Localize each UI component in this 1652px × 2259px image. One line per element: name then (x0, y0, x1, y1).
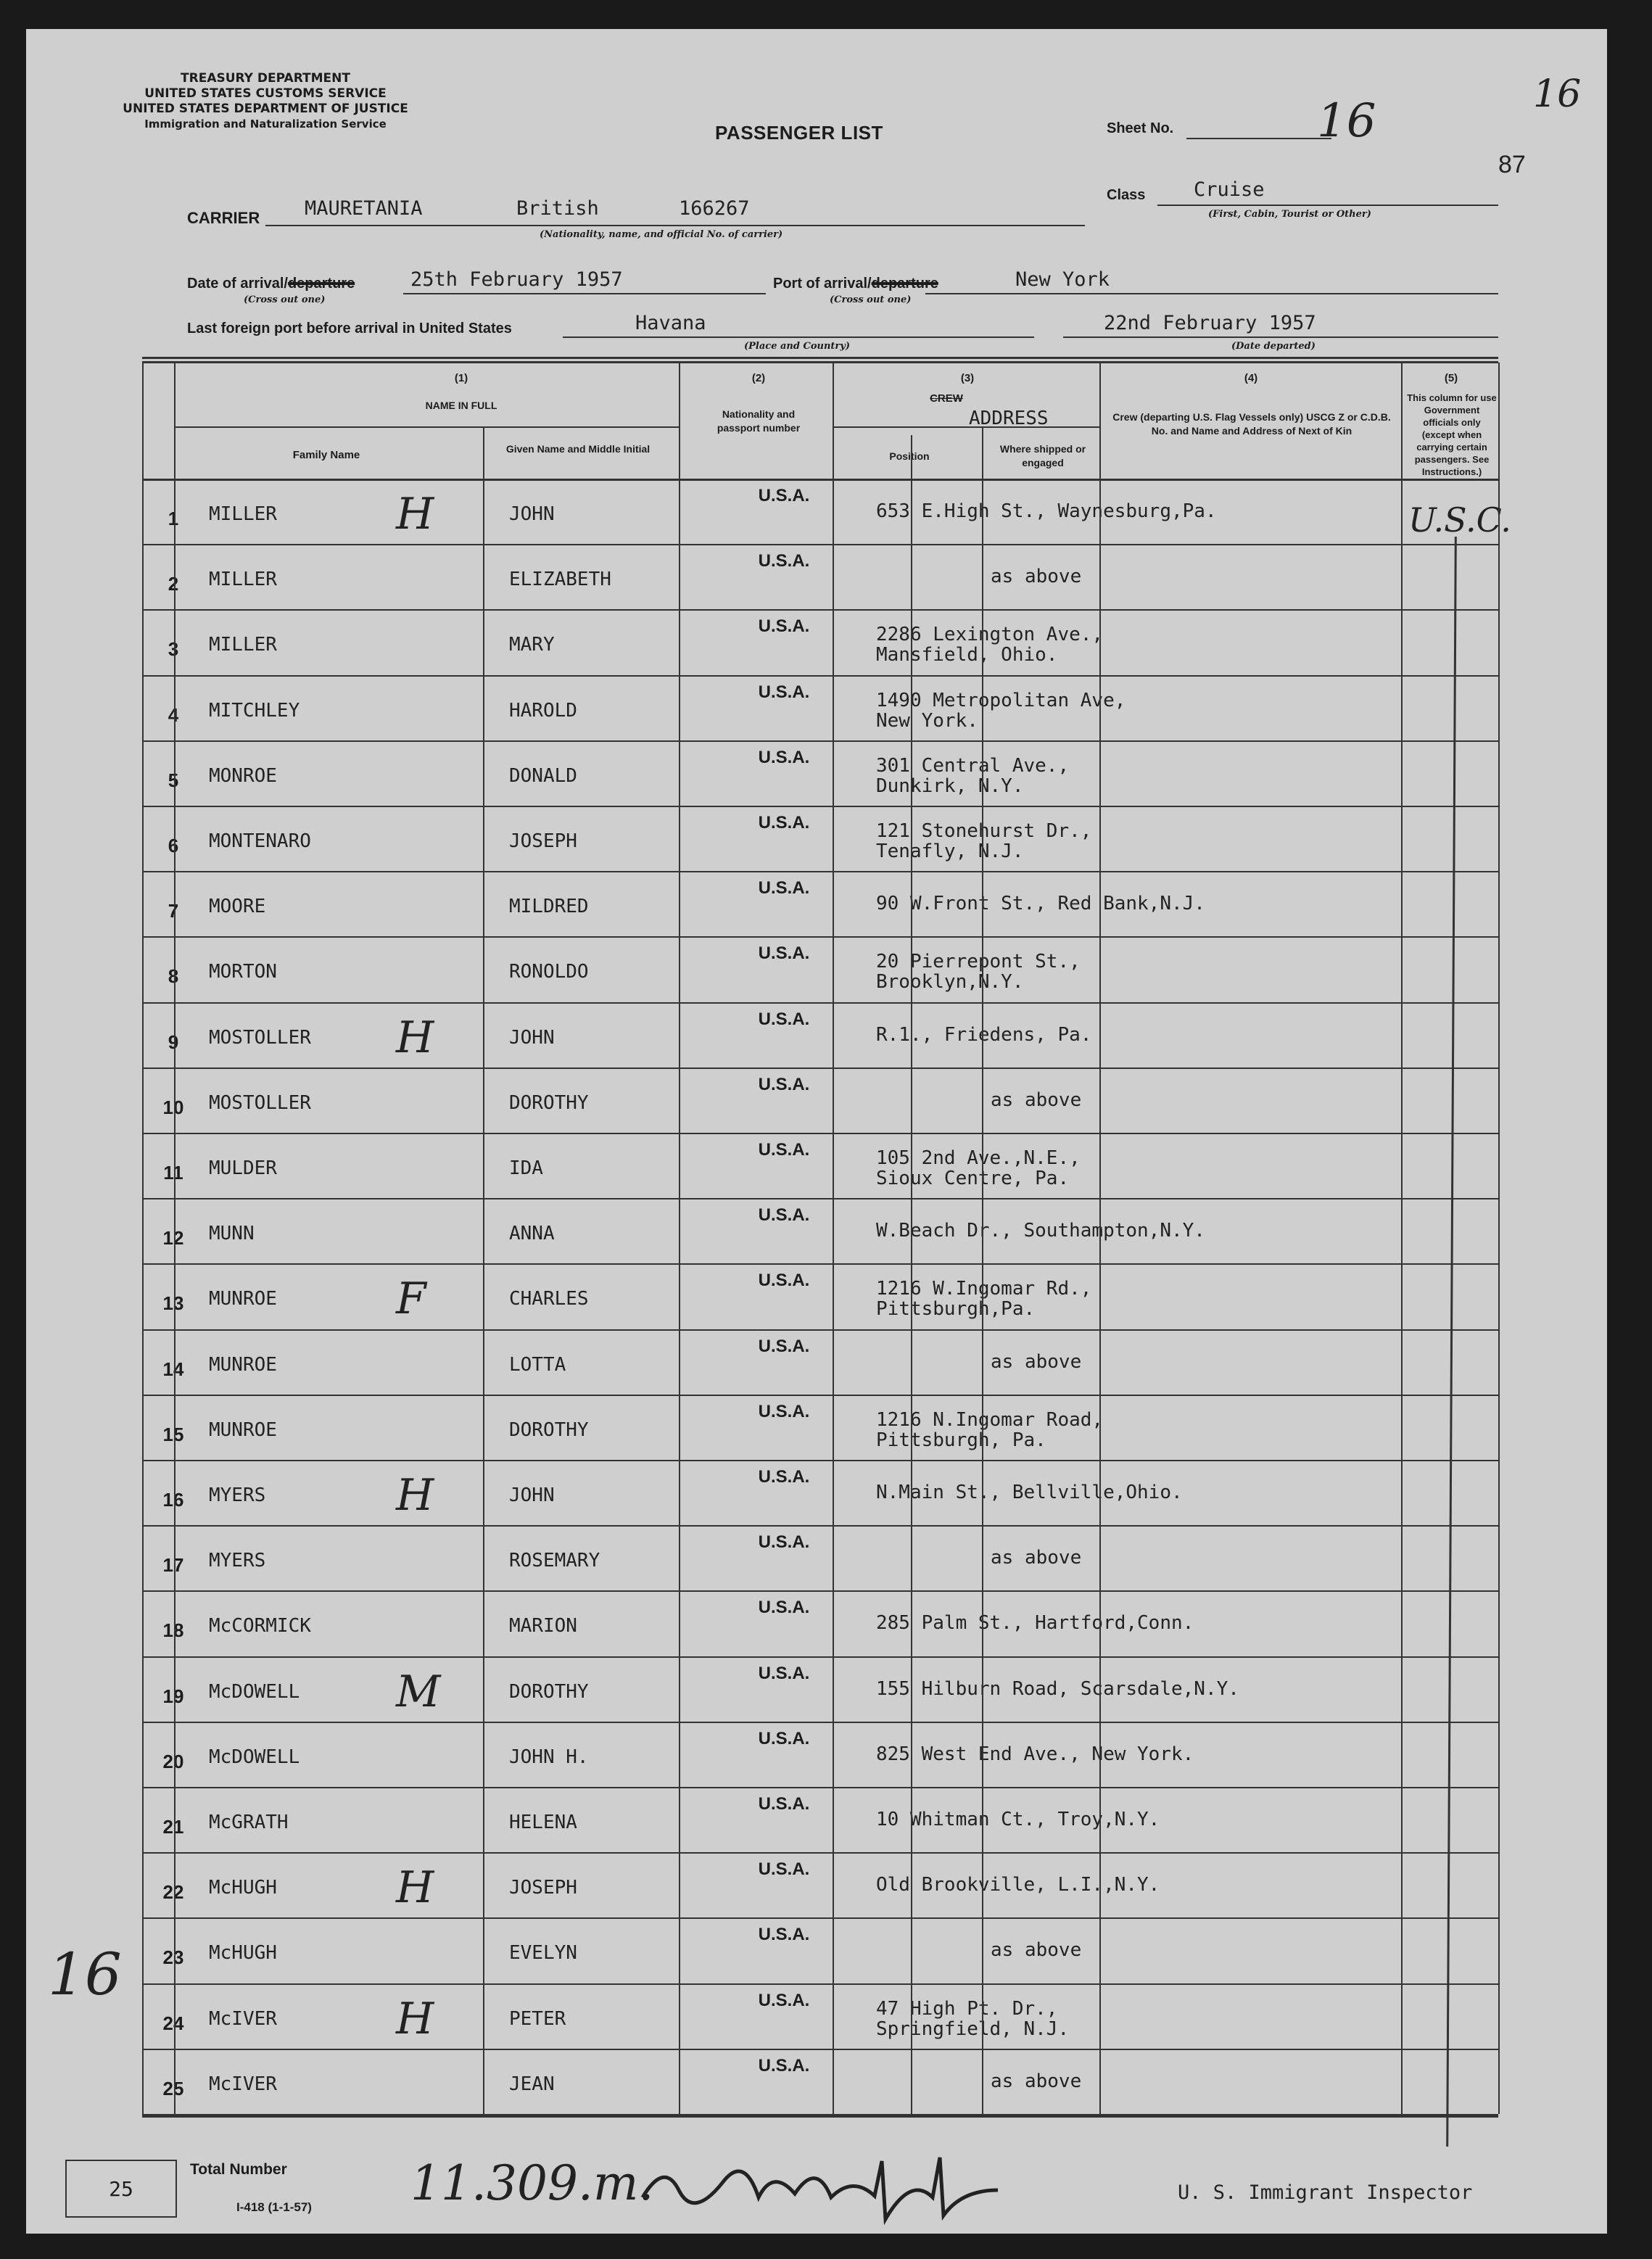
family-name: MYERS (209, 1550, 266, 1572)
family-name: MITCHLEY (209, 699, 300, 722)
inspector-signature-icon (635, 2147, 1012, 2226)
family-name: McIVER (209, 2007, 277, 2030)
family-name: MYERS (209, 1484, 266, 1506)
carrier-nationality: British (516, 197, 599, 220)
address-line-1: Old Brookville, L.I.,N.Y. (876, 1874, 1160, 1896)
given-name: DOROTHY (509, 1091, 589, 1114)
row-number: 21 (162, 1816, 184, 1838)
class-caption: (First, Cabin, Tourist or Other) (1208, 209, 1371, 220)
address-line-1: 825 West End Ave., New York. (876, 1743, 1194, 1765)
address-line-1: 10 Whitman Ct., Troy,N.Y. (876, 1809, 1160, 1830)
inspection-mark: H (396, 1993, 434, 2044)
address-line-1: 155 Hilburn Road, Scarsdale,N.Y. (876, 1677, 1239, 1700)
col1-family: Family Name (292, 449, 360, 461)
sheet-number: 16 (1317, 94, 1376, 148)
address-line-1: 47 High Pt. Dr., (876, 1997, 1058, 2020)
passenger-list-sheet (26, 29, 1607, 2234)
address-line-2: New York. (876, 709, 978, 732)
row-number: 11 (163, 1162, 183, 1184)
given-name: CHARLES (509, 1288, 589, 1310)
given-name: LOTTA (509, 1353, 566, 1376)
col3-position: Position (889, 450, 930, 462)
family-name: McDOWELL (209, 1746, 300, 1768)
nationality: U.S.A. (758, 1859, 810, 1880)
col5-num: (5) (1444, 372, 1458, 384)
nationality: U.S.A. (758, 1401, 810, 1421)
address-line-1: 285 Palm St., Hartford,Conn. (876, 1612, 1194, 1635)
family-name: MOSTOLLER (209, 1091, 311, 1114)
address-line-1: 1216 N.Ingomar Road, (876, 1408, 1104, 1431)
given-name: JOSEPH (509, 1877, 577, 1899)
nationality: U.S.A. (758, 878, 810, 899)
lastport-label: Last foreign port before arrival in United States (187, 321, 512, 336)
nationality: U.S.A. (758, 1271, 810, 1291)
row-number: 12 (162, 1227, 184, 1250)
nationality: U.S.A. (758, 1336, 810, 1356)
row-number: 7 (168, 900, 179, 922)
family-name: MILLER (209, 634, 277, 656)
given-name: RONOLDO (509, 961, 589, 983)
row-number: 6 (168, 835, 179, 856)
address-line-2: Springfield, N.J. (876, 2018, 1070, 2040)
row-number: 24 (162, 2012, 184, 2034)
address-line-1: 653 E.High St., Waynesburg,Pa. (876, 500, 1217, 522)
family-name: MUNROE (209, 1418, 277, 1441)
family-name: MUNROE (209, 1353, 277, 1376)
nationality: U.S.A. (758, 1467, 810, 1487)
row-number: 5 (168, 769, 179, 791)
col3-num: (3) (960, 372, 975, 384)
family-name: MUNN (209, 1223, 255, 1245)
page-title: PASSENGER LIST (715, 122, 883, 144)
row-number: 17 (162, 1554, 184, 1577)
address-line-2: Mansfield, Ohio. (876, 644, 1058, 666)
family-name: McDOWELL (209, 1680, 300, 1703)
carrier-caption: (Nationality, name, and official No. of carrier) (540, 229, 783, 240)
class-label: Class (1107, 187, 1146, 203)
nationality: U.S.A. (758, 943, 810, 964)
nationality: U.S.A. (758, 616, 810, 637)
address-line-1: as above (991, 1547, 1082, 1569)
given-name: PETER (509, 2007, 566, 2030)
dept-line-1: TREASURY DEPARTMENT (181, 71, 350, 86)
col1-given: Given Name and Middle Initial (505, 443, 651, 455)
row-number: 9 (168, 1031, 179, 1053)
arrival-date: 25th February 1957 (410, 268, 623, 291)
given-name: MARION (509, 1615, 577, 1638)
family-name: MORTON (209, 961, 277, 983)
family-name: MOORE (209, 896, 266, 918)
address-line-1: 2286 Lexington Ave., (876, 624, 1104, 646)
departed-value: 22nd February 1957 (1104, 312, 1316, 334)
given-name: JOHN H. (509, 1746, 589, 1768)
row-number: 20 (162, 1750, 184, 1772)
address-line-1: 90 W.Front St., Red Bank,N.J. (876, 893, 1205, 915)
nationality: U.S.A. (758, 813, 810, 833)
given-name: JOHN (509, 1484, 555, 1506)
row-number: 3 (168, 638, 179, 661)
row-number: 22 (162, 1881, 184, 1904)
family-name: McGRATH (209, 1812, 289, 1833)
given-name: EVELYN (509, 1942, 577, 1965)
corner-number: 16 (1533, 73, 1582, 116)
address-line-1: as above (991, 1939, 1082, 1962)
nationality: U.S.A. (758, 1205, 810, 1226)
given-name: JOHN (509, 503, 555, 525)
address-line-1: 1216 W.Ingomar Rd., (876, 1278, 1092, 1300)
given-name: ANNA (509, 1223, 555, 1245)
address-line-1: as above (991, 1350, 1082, 1373)
row-number: 15 (162, 1423, 184, 1445)
arrival-label: Date of arrival/departure (187, 276, 355, 292)
given-name: DOROTHY (509, 1418, 589, 1441)
handwritten-note: 11.309.m. (410, 2155, 654, 2211)
port-struck: departure (871, 276, 938, 292)
address-line-1: as above (991, 2070, 1082, 2092)
row-number: 13 (162, 1292, 184, 1315)
row-number: 23 (162, 1946, 184, 1969)
nationality: U.S.A. (758, 1663, 810, 1683)
nationality: U.S.A. (758, 1598, 810, 1618)
family-name: McCORMICK (209, 1615, 311, 1638)
arrival-caption: (Cross out one) (244, 294, 326, 305)
col3-struck: CREW (930, 392, 963, 405)
departed-caption: (Date departed) (1231, 341, 1316, 352)
arrival-struck: departure (287, 276, 355, 292)
inspection-mark: H (396, 1862, 434, 1914)
nationality: U.S.A. (758, 1074, 810, 1094)
family-name: McHUGH (209, 1942, 277, 1965)
inspection-mark: H (396, 1470, 434, 1521)
given-name: DONALD (509, 764, 577, 787)
nationality: U.S.A. (758, 1140, 810, 1160)
row-number: 25 (162, 2077, 184, 2099)
family-name: MILLER (209, 569, 277, 591)
carrier-number: 166267 (679, 197, 750, 220)
given-name: JOHN (509, 1026, 555, 1049)
lastport-caption: (Place and Country) (744, 341, 850, 352)
inspection-mark: H (396, 1012, 434, 1063)
address-line-1: as above (991, 566, 1082, 588)
dept-line-2: UNITED STATES CUSTOMS SERVICE (144, 86, 387, 101)
department-header (77, 71, 454, 132)
address-line-1: as above (991, 1089, 1082, 1111)
given-name: JOSEPH (509, 830, 577, 852)
form-number: I-418 (1-1-57) (236, 2200, 312, 2214)
row-number: 16 (162, 1489, 184, 1511)
inspection-mark: F (396, 1273, 426, 1325)
lastport-value: Havana (635, 312, 706, 334)
col2-num: (2) (751, 372, 766, 384)
address-line-2: Dunkirk, N.Y. (876, 775, 1024, 797)
given-name: IDA (509, 1157, 543, 1179)
family-name: MONTENARO (209, 830, 311, 852)
class-value: Cruise (1194, 178, 1265, 201)
col1-title: NAME IN FULL (425, 400, 497, 411)
given-name: HELENA (509, 1812, 577, 1833)
row-number: 19 (162, 1685, 184, 1707)
row-number: 8 (168, 965, 179, 988)
address-line-2: Pittsburgh,Pa. (876, 1298, 1036, 1321)
dept-sub: Immigration and Naturalization Service (144, 117, 387, 131)
col4-title: Crew (departing U.S. Flag Vessels only) USCG Z or C.D.B. No. and Name and Address of Next of Kin (1112, 411, 1391, 437)
nationality: U.S.A. (758, 486, 810, 505)
port-value: New York (1015, 268, 1110, 291)
row-number: 10 (162, 1096, 184, 1118)
family-name: McHUGH (209, 1877, 277, 1899)
address-line-1: W.Beach Dr., Southampton,N.Y. (876, 1220, 1205, 1242)
sheet-label: Sheet No. (1107, 120, 1174, 136)
family-name: McIVER (209, 2073, 277, 2095)
nationality: U.S.A. (758, 1925, 810, 1945)
row-number: 4 (168, 703, 179, 726)
given-name: MARY (509, 634, 555, 656)
address-line-2: Pittsburgh, Pa. (876, 1429, 1046, 1451)
nationality: U.S.A. (758, 1794, 810, 1814)
col2-title: Nationality and passport number (716, 408, 801, 434)
nationality: U.S.A. (758, 682, 810, 702)
given-name: MILDRED (509, 896, 589, 918)
row-number: 18 (162, 1619, 184, 1642)
nationality: U.S.A. (758, 551, 810, 571)
family-name: MONROE (209, 764, 277, 787)
col5-title: This column for use Government officials only (except when carrying certain passengers. See Instructions.) (1407, 392, 1497, 477)
inspection-mark: H (396, 489, 434, 540)
carrier-name: MAURETANIA (305, 197, 423, 220)
given-name: DOROTHY (509, 1680, 589, 1703)
address-line-2: Tenafly, N.J. (876, 841, 1024, 862)
nationality: U.S.A. (758, 2055, 810, 2076)
nationality: U.S.A. (758, 1728, 810, 1748)
address-line-1: 105 2nd Ave.,N.E., (876, 1147, 1081, 1169)
row-number: 2 (168, 573, 179, 595)
col3-title: ADDRESS (969, 408, 1049, 429)
address-line-1: 301 Central Ave., (876, 754, 1070, 777)
page-number: 87 (1498, 151, 1526, 178)
given-name: HAROLD (509, 699, 577, 722)
inspection-mark: M (396, 1666, 441, 1717)
col1-num: (1) (454, 372, 468, 384)
family-name: MULDER (209, 1157, 277, 1179)
nationality: U.S.A. (758, 747, 810, 767)
nationality: U.S.A. (758, 1009, 810, 1029)
address-line-2: Sioux Centre, Pa. (876, 1168, 1070, 1189)
total-number-label: Total Number (190, 2161, 287, 2178)
address-line-2: Brooklyn,N.Y. (876, 971, 1024, 994)
address-line-1: R.1., Friedens, Pa. (876, 1023, 1092, 1046)
nationality: U.S.A. (758, 1532, 810, 1553)
inspector-label: U. S. Immigrant Inspector (1178, 2181, 1473, 2204)
given-name: ELIZABETH (509, 569, 611, 591)
address-line-1: 20 Pierrepont St., (876, 951, 1081, 973)
row-number: 14 (162, 1358, 184, 1380)
margin-annotation: 16 (48, 1941, 122, 2008)
carrier-label: CARRIER (187, 209, 260, 227)
given-name: ROSEMARY (509, 1550, 600, 1572)
row-number: 1 (168, 508, 179, 529)
address-line-1: N.Main St., Bellville,Ohio. (876, 1482, 1183, 1503)
address-line-1: 1490 Metropolitan Ave, (876, 689, 1126, 711)
address-line-1: 121 Stonehurst Dr., (876, 820, 1092, 842)
given-name: JEAN (509, 2073, 555, 2095)
col3-where: Where shipped or engaged (999, 443, 1086, 468)
total-number-box: 25 (65, 2160, 177, 2218)
port-label: Port of arrival/departure (773, 276, 938, 292)
family-name: MILLER (209, 503, 277, 525)
nationality: U.S.A. (758, 1990, 810, 2010)
port-caption: (Cross out one) (830, 294, 912, 305)
family-name: MUNROE (209, 1288, 277, 1310)
family-name: MOSTOLLER (209, 1026, 311, 1049)
col5-annotation: U.S.C. (1408, 500, 1511, 540)
col4-num: (4) (1244, 372, 1258, 384)
dept-line-3: UNITED STATES DEPARTMENT OF JUSTICE (123, 102, 408, 116)
